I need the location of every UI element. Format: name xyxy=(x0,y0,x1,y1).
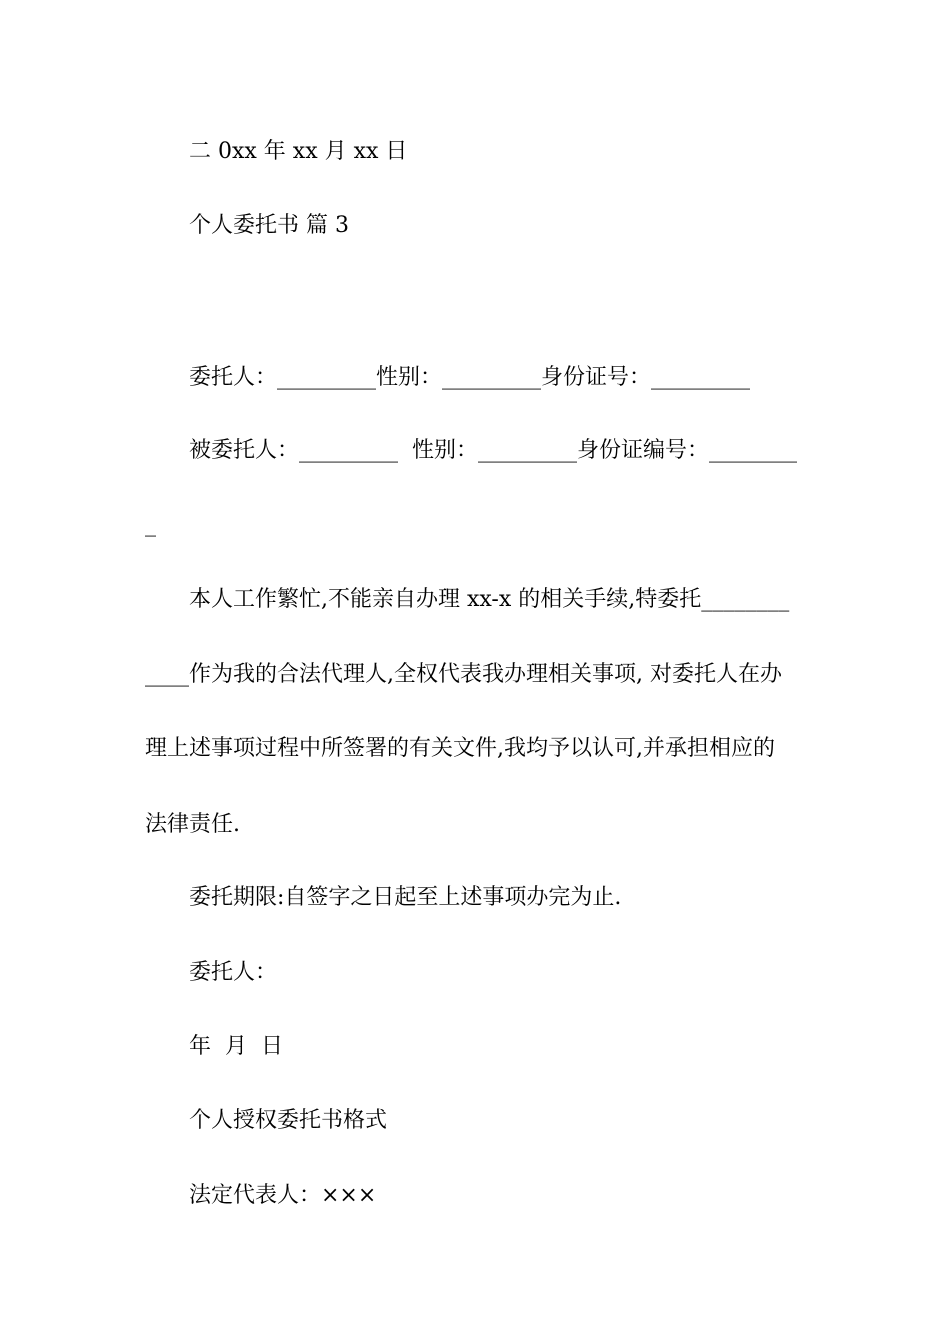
date-blank: 年 月 日 xyxy=(189,1034,283,1059)
body-paragraph-line-3: 理上述事项过程中所签署的有关文件,我均予以认可,并承担相应的 xyxy=(145,736,775,761)
body-paragraph-line-1: 本人工作繁忙,不能亲自办理 xx-x 的相关手续,特委托________ xyxy=(189,587,790,612)
legal-representative-line: 法定代表人：××× xyxy=(189,1183,377,1208)
date-line: 二 0xx 年 xx 月 xx 日 xyxy=(189,139,408,164)
section-heading-2: 个人授权委托书格式 xyxy=(189,1108,388,1133)
body-paragraph-line-2: ____作为我的合法代理人,全权代表我办理相关事项, 对委托人在办 xyxy=(145,662,782,687)
principal-info-line: 委托人：_________性别：_________身份证号：_________ xyxy=(189,365,751,390)
agent-info-line-continuation: _ xyxy=(145,512,156,537)
section-heading: 个人委托书 篇 3 xyxy=(189,213,349,238)
body-paragraph-line-4: 法律责任. xyxy=(145,812,240,837)
signature-label: 委托人： xyxy=(189,960,278,985)
agent-info-line: 被委托人：_________ 性别：_________身份证编号：________ xyxy=(189,438,797,463)
term-line: 委托期限:自签字之日起至上述事项办完为止. xyxy=(189,885,622,910)
